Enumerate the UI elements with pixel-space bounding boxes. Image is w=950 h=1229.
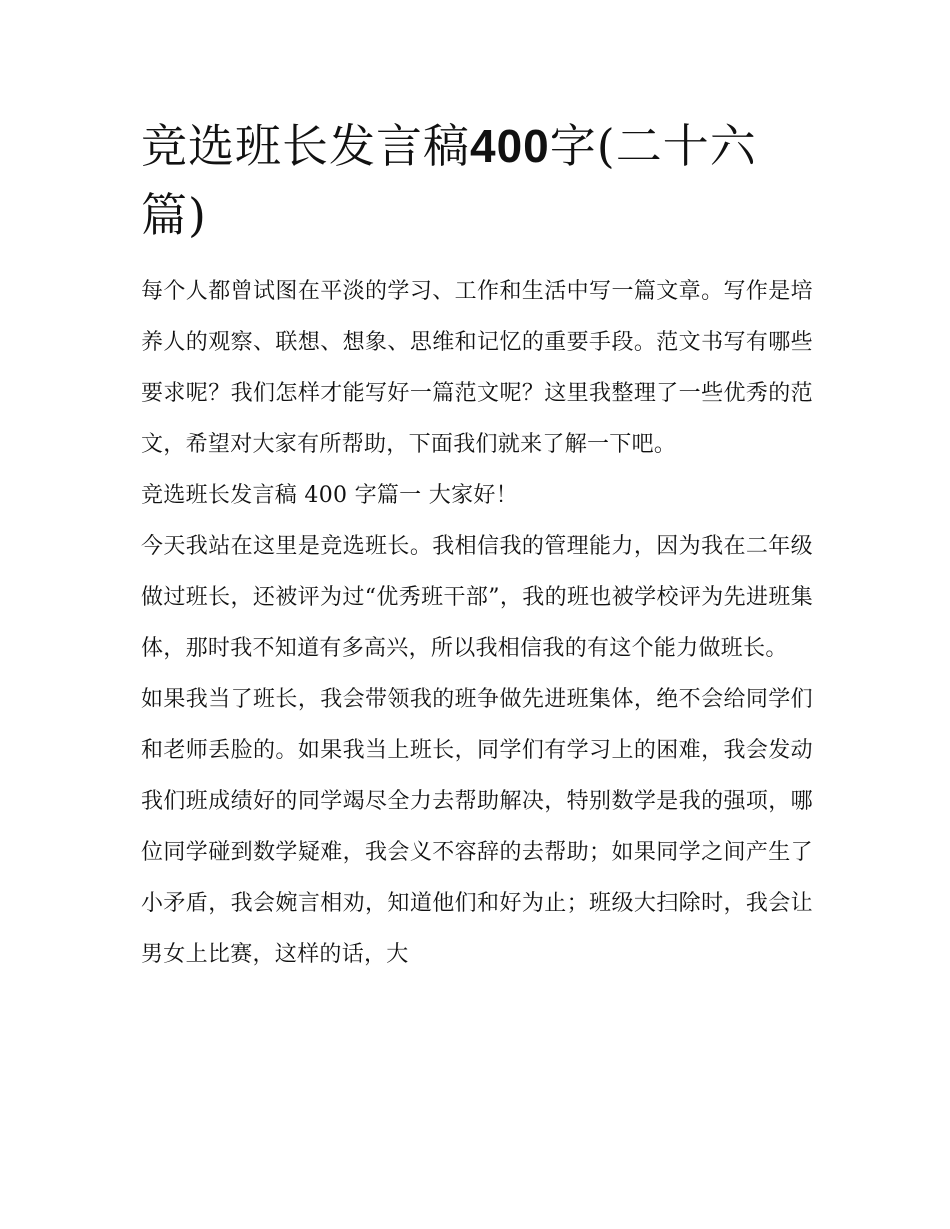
document-body: [141, 266, 813, 980]
section-heading-paragraph: 竞选班长发言稿 400 字篇一 大家好！: [141, 483, 518, 508]
document-title: [141, 112, 813, 250]
body-paragraph: 今天我站在这里是竞选班长。我相信我的管理能力，因为我在二年级做过班长，还被评为过“优秀班干部”，我的班也被学校评为先进班集体，那时我不知道有多高兴，所以我相信我的有这个能力做班长。: [141, 534, 813, 661]
document-page: [141, 112, 813, 980]
intro-paragraph: 每个人都曾试图在平淡的学习、工作和生活中写一篇文章。写作是培养人的观察、联想、想象、思维和记忆的重要手段。范文书写有哪些要求呢？我们怎样才能写好一篇范文呢？这里我整理了一些优秀的范文，希望对大家有所帮助，下面我们就来了解一下吧。: [141, 279, 813, 457]
body-paragraph: 如果我当了班长，我会带领我的班争做先进班集体，绝不会给同学们和老师丢脸的。如果我当上班长，同学们有学习上的困难，我会发动我们班成绩好的同学竭尽全力去帮助解决，特别数学是我的强项，哪位同学碰到数学疑难，我会义不容辞的去帮助；如果同学之间产生了小矛盾，我会婉言相劝，知道他们和好为止；班级大扫除时，我会让男女上比赛，这样的话，大: [141, 687, 813, 967]
title-text-part1: 竞选班长发言稿: [141, 119, 470, 173]
title-number: 400: [470, 120, 550, 172]
title-text-part2: 字(二十六篇): [141, 119, 757, 242]
